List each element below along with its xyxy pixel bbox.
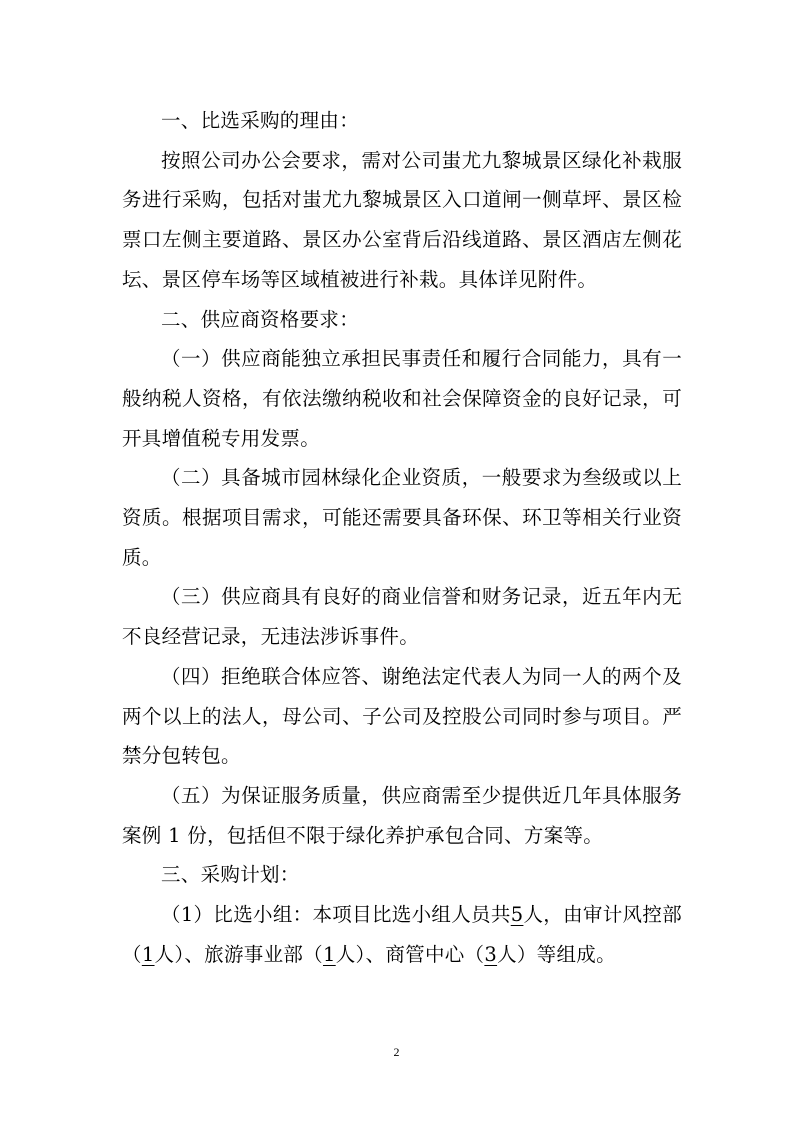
plan-item-text-2: 人）、旅游事业部（ bbox=[154, 942, 323, 966]
plan-item-1 bbox=[122, 895, 682, 974]
plan-audit-count: 1 bbox=[141, 942, 155, 966]
qualification-item-1: （一）供应商能独立承担民事责任和履行合同能力，具有一般纳税人资格，有依法缴纳税收和社会保障资金的良好记录，可开具增值税专用发票。 bbox=[122, 347, 682, 450]
qualification-item-3: （三）供应商具有良好的商业信誉和财务记录，近五年内无不良经营记录，无违法涉诉事件。 bbox=[122, 585, 682, 649]
qualification-item-5: （五）为保证服务质量，供应商需至少提供近几年具体服务案例 1 份，包括但不限于绿化养护承包合同、方案等。 bbox=[122, 783, 682, 847]
plan-commerce-count: 3 bbox=[484, 942, 498, 966]
qualification-item-2: （二）具备城市园林绿化企业资质，一般要求为叁级或以上资质。根据项目需求，可能还需要具备环保、环卫等相关行业资质。 bbox=[122, 466, 682, 569]
qualification-item-4: （四）拒绝联合体应答、谢绝法定代表人为同一人的两个及两个以上的法人，母公司、子公司及控股公司同时参与项目。严禁分包转包。 bbox=[122, 664, 682, 768]
document-body bbox=[122, 101, 682, 974]
reason-heading: 一、比选采购的理由： bbox=[161, 109, 360, 132]
plan-item-text-3: 人）、商管中心（ bbox=[335, 942, 485, 966]
qualification-heading: 二、供应商资格要求： bbox=[161, 307, 360, 331]
reason-paragraph: 按照公司办公会要求，需对公司蚩尤九黎城景区绿化补栽服务进行采购，包括对蚩尤九黎城景区入口道闸一侧草坪、景区检票口左侧主要道路、景区办公室背后沿线道路、景区酒店左侧花坛、景区停车场等区域植被进行补栽。具体详见附件。 bbox=[122, 148, 682, 291]
plan-item-suffix: 人）等组成。 bbox=[497, 942, 616, 966]
plan-item-text-1: 人，由审计风控部（ bbox=[122, 903, 682, 966]
plan-total-count: 5 bbox=[510, 903, 524, 927]
page-number: 2 bbox=[393, 1045, 400, 1059]
plan-item-prefix: （1）比选小组：本项目比选小组人员共 bbox=[161, 903, 511, 927]
plan-heading: 三、采购计划： bbox=[161, 863, 300, 887]
plan-tourism-count: 1 bbox=[322, 942, 336, 966]
